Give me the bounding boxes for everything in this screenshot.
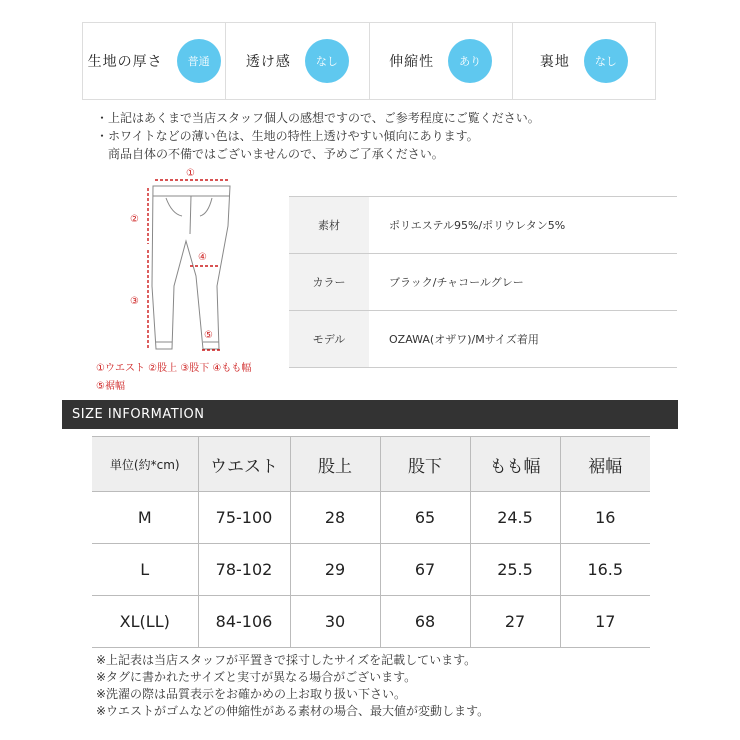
size-cell: 17 bbox=[560, 596, 650, 648]
size-cell: 27 bbox=[470, 596, 560, 648]
note-line: ・ホワイトなどの薄い色は、生地の特性上透けやすい傾向にあります。 bbox=[96, 129, 479, 143]
header-unit: 単位(約*cm) bbox=[92, 437, 198, 492]
attr-label: 裏地 bbox=[539, 54, 570, 70]
fabric-attributes bbox=[82, 22, 656, 100]
pants-measurement-diagram bbox=[120, 166, 240, 360]
size-cell: 29 bbox=[290, 544, 380, 596]
attr-thickness bbox=[83, 23, 226, 99]
marker-rise: ② bbox=[130, 214, 139, 225]
attr-value-badge: なし bbox=[305, 39, 349, 83]
attr-value-badge: あり bbox=[448, 39, 492, 83]
size-table bbox=[92, 436, 650, 648]
size-cell: 68 bbox=[380, 596, 470, 648]
attr-value-badge: なし bbox=[584, 39, 628, 83]
material-value: ポリエステル95%/ポリウレタン5% bbox=[369, 197, 677, 254]
table-row bbox=[92, 492, 650, 544]
note-line: ※ウエストがゴムなどの伸縮性がある素材の場合、最大値が変動します。 bbox=[96, 704, 490, 718]
attr-label: 生地の厚さ bbox=[87, 54, 163, 70]
attr-label: 伸縮性 bbox=[389, 54, 435, 70]
material-table bbox=[289, 196, 677, 368]
note-line: ※洗濯の際は品質表示をお確かめの上お取り扱い下さい。 bbox=[96, 687, 407, 701]
table-row bbox=[92, 544, 650, 596]
legend-line: ①ウエスト ②股上 ③股下 ④もも幅 bbox=[96, 363, 252, 374]
table-row bbox=[92, 596, 650, 648]
diagram-legend bbox=[96, 360, 251, 396]
marker-inseam: ③ bbox=[130, 296, 139, 307]
material-value: OZAWA(オザワ)/Mサイズ着用 bbox=[369, 311, 677, 368]
attr-stretch bbox=[370, 23, 513, 99]
disclaimer-notes bbox=[96, 109, 540, 163]
note-line: ・上記はあくまで当店スタッフ個人の感想ですので、ご参考程度にご覧ください。 bbox=[96, 111, 540, 125]
header-inseam: 股下 bbox=[380, 437, 470, 492]
size-cell: 16.5 bbox=[560, 544, 650, 596]
pants-outline-icon bbox=[152, 186, 230, 349]
size-section-header: SIZE INFORMATION bbox=[62, 400, 678, 429]
size-cell: 75-100 bbox=[198, 492, 290, 544]
table-row bbox=[289, 197, 677, 254]
attr-label: 透け感 bbox=[245, 54, 291, 70]
size-cell: 67 bbox=[380, 544, 470, 596]
legend-line: ⑤裾幅 bbox=[96, 381, 125, 392]
attr-value-badge: 普通 bbox=[177, 39, 221, 83]
size-cell: 28 bbox=[290, 492, 380, 544]
header-rise: 股上 bbox=[290, 437, 380, 492]
marker-waist: ① bbox=[186, 168, 195, 179]
size-cell: 25.5 bbox=[470, 544, 560, 596]
size-header-row bbox=[92, 437, 650, 492]
note-line: ※タグに書かれたサイズと実寸が異なる場合がございます。 bbox=[96, 670, 417, 684]
table-row bbox=[289, 311, 677, 368]
marker-hem: ⑤ bbox=[204, 330, 213, 341]
size-cell: L bbox=[92, 544, 198, 596]
header-thigh: もも幅 bbox=[470, 437, 560, 492]
size-cell: M bbox=[92, 492, 198, 544]
note-line: ※上記表は当店スタッフが平置きで採寸したサイズを記載しています。 bbox=[96, 653, 477, 667]
attr-lining bbox=[513, 23, 655, 99]
measurement-notes bbox=[96, 652, 489, 720]
marker-thigh: ④ bbox=[198, 252, 207, 263]
size-cell: 84-106 bbox=[198, 596, 290, 648]
attr-sheerness bbox=[226, 23, 369, 99]
material-key: カラー bbox=[289, 254, 369, 311]
table-row bbox=[289, 254, 677, 311]
note-line: 商品自体の不備ではございませんので、予めご了承ください。 bbox=[108, 147, 444, 161]
size-cell: 30 bbox=[290, 596, 380, 648]
material-key: 素材 bbox=[289, 197, 369, 254]
header-waist: ウエスト bbox=[198, 437, 290, 492]
header-hem: 裾幅 bbox=[560, 437, 650, 492]
size-cell: 78-102 bbox=[198, 544, 290, 596]
size-cell: 24.5 bbox=[470, 492, 560, 544]
size-cell: 16 bbox=[560, 492, 650, 544]
size-cell: XL(LL) bbox=[92, 596, 198, 648]
material-key: モデル bbox=[289, 311, 369, 368]
material-value: ブラック/チャコールグレー bbox=[369, 254, 677, 311]
size-cell: 65 bbox=[380, 492, 470, 544]
